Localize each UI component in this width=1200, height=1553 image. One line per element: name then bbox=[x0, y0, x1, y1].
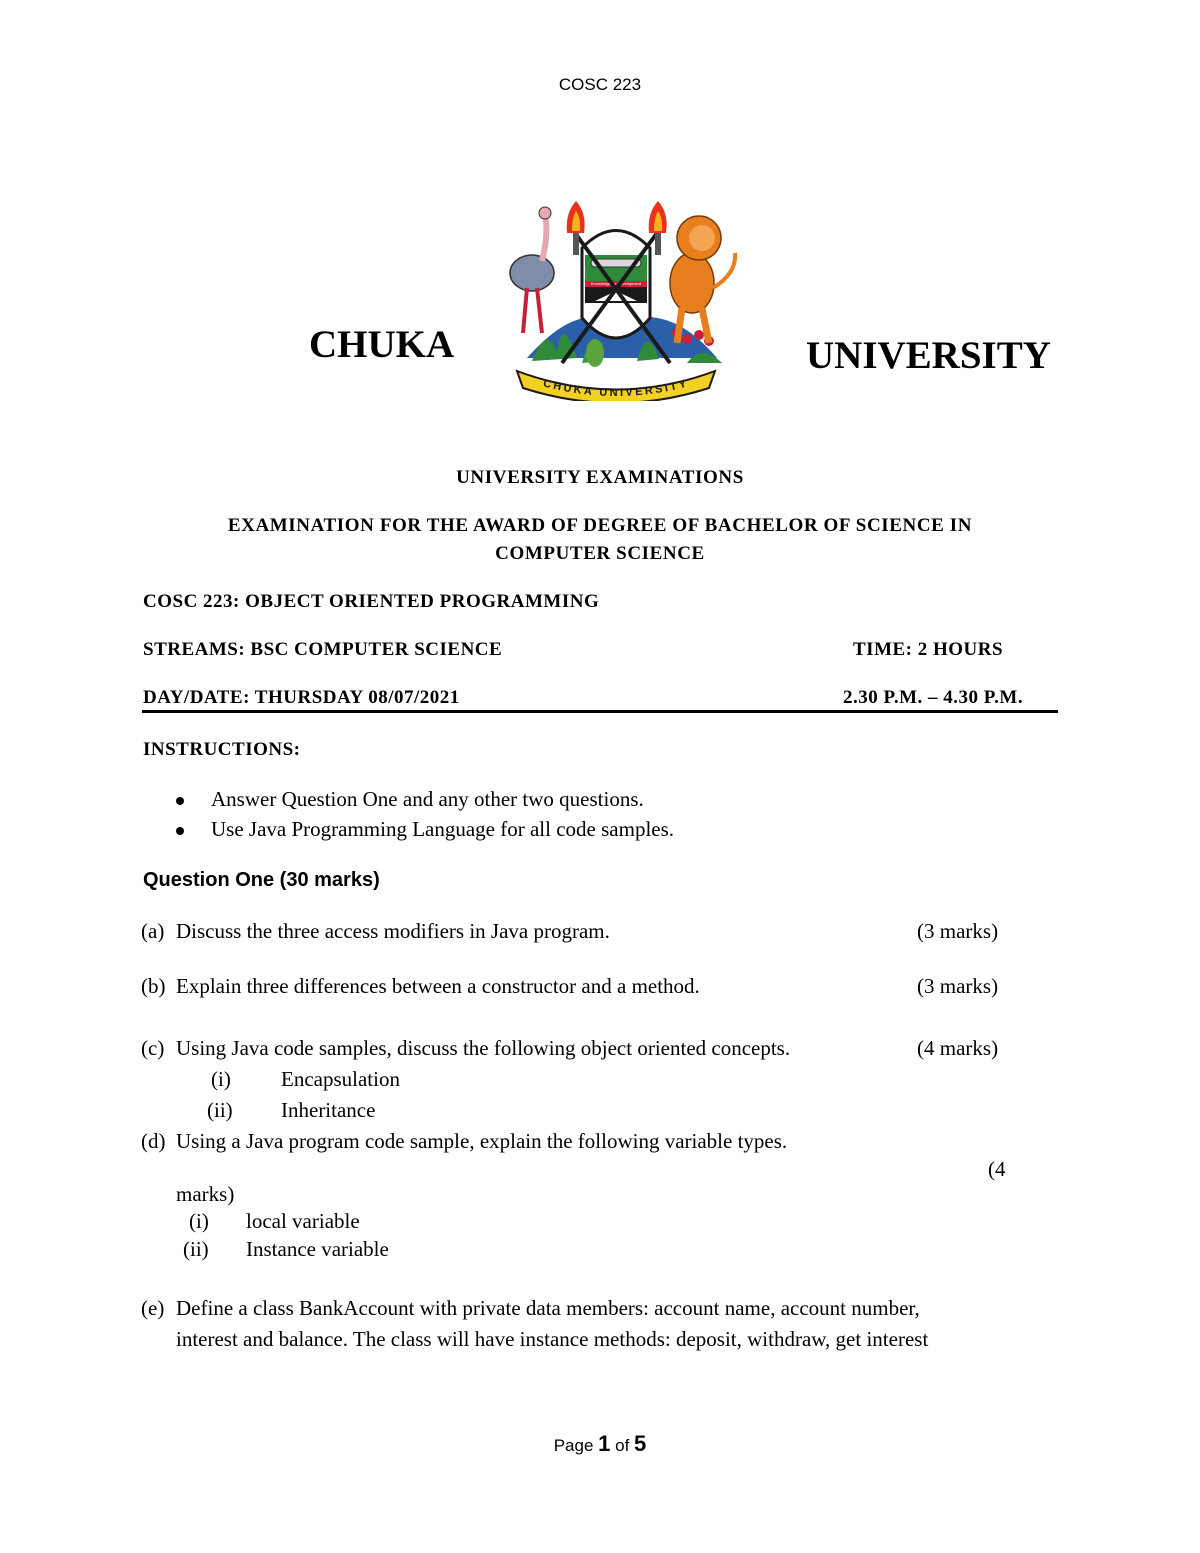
university-crest bbox=[487, 193, 745, 401]
part-label: (d) bbox=[141, 1129, 166, 1153]
award-line-1: EXAMINATION FOR THE AWARD OF DEGREE OF BACHELOR OF SCIENCE IN bbox=[227, 515, 973, 536]
bullet-icon bbox=[176, 827, 184, 835]
part-marks: (4 marks) bbox=[917, 1036, 999, 1060]
part-label: (e) bbox=[141, 1296, 165, 1320]
subitem-text: Encapsulation bbox=[281, 1067, 400, 1091]
exam-heading: UNIVERSITY EXAMINATIONS bbox=[456, 467, 744, 488]
instruction-item: Answer Question One and any other two questions. bbox=[211, 787, 644, 811]
part-label: (a) bbox=[141, 919, 165, 943]
subitem-text: Inheritance bbox=[281, 1098, 376, 1122]
header-divider bbox=[142, 710, 1058, 713]
part-marks: (3 marks) bbox=[917, 919, 999, 943]
part-marks-continued: marks) bbox=[176, 1182, 235, 1206]
page-word: Page bbox=[553, 1436, 594, 1455]
part-label: (c) bbox=[141, 1036, 165, 1060]
current-page: 1 bbox=[598, 1431, 611, 1456]
subitem-text: local variable bbox=[246, 1209, 360, 1233]
exam-hours: 2.30 P.M. – 4.30 P.M. bbox=[843, 687, 1024, 708]
part-text: Discuss the three access modifiers in Java program. bbox=[176, 919, 610, 943]
running-header: COSC 223 bbox=[558, 75, 642, 94]
crest-motto: Knowledge for Development bbox=[590, 281, 642, 286]
bullet-icon bbox=[176, 797, 184, 805]
part-marks: (3 marks) bbox=[917, 974, 999, 998]
instruction-item: Use Java Programming Language for all code samples. bbox=[211, 817, 675, 841]
part-text-continued: interest and balance. The class will have instance methods: deposit, withdraw, get interest bbox=[176, 1327, 929, 1351]
crest-banner-text: CHUKA UNIVERSITY bbox=[541, 377, 691, 400]
page-number bbox=[0, 1431, 1200, 1457]
part-text: Define a class BankAccount with private data members: account name, account number, bbox=[176, 1296, 920, 1320]
university-name-left: CHUKA bbox=[309, 323, 455, 366]
part-text: Using a Java program code sample, explain the following variable types. bbox=[176, 1129, 788, 1153]
streams: STREAMS: BSC COMPUTER SCIENCE bbox=[143, 639, 503, 660]
part-text: Explain three differences between a constructor and a method. bbox=[176, 974, 700, 998]
part-label: (b) bbox=[141, 974, 166, 998]
exam-day-date: DAY/DATE: THURSDAY 08/07/2021 bbox=[143, 687, 460, 708]
total-pages: 5 bbox=[634, 1431, 647, 1456]
subitem-label: (ii) bbox=[207, 1098, 233, 1122]
subitem-label: (ii) bbox=[183, 1237, 209, 1261]
subitem-label: (i) bbox=[189, 1209, 209, 1233]
subitem-label: (i) bbox=[211, 1067, 231, 1091]
question-heading: Question One (30 marks) bbox=[143, 869, 380, 891]
subitem-text: Instance variable bbox=[246, 1237, 389, 1261]
of-word: of bbox=[615, 1436, 630, 1455]
instructions-heading: INSTRUCTIONS: bbox=[143, 739, 301, 760]
crest-emblem bbox=[487, 193, 745, 401]
award-line-2: COMPUTER SCIENCE bbox=[495, 543, 705, 564]
university-name-right: UNIVERSITY bbox=[806, 334, 1051, 377]
part-marks: (4 bbox=[988, 1157, 1006, 1181]
course-title: COSC 223: OBJECT ORIENTED PROGRAMMING bbox=[143, 591, 600, 612]
exam-duration: TIME: 2 HOURS bbox=[853, 639, 1004, 660]
part-text: Using Java code samples, discuss the following object oriented concepts. bbox=[176, 1036, 791, 1060]
